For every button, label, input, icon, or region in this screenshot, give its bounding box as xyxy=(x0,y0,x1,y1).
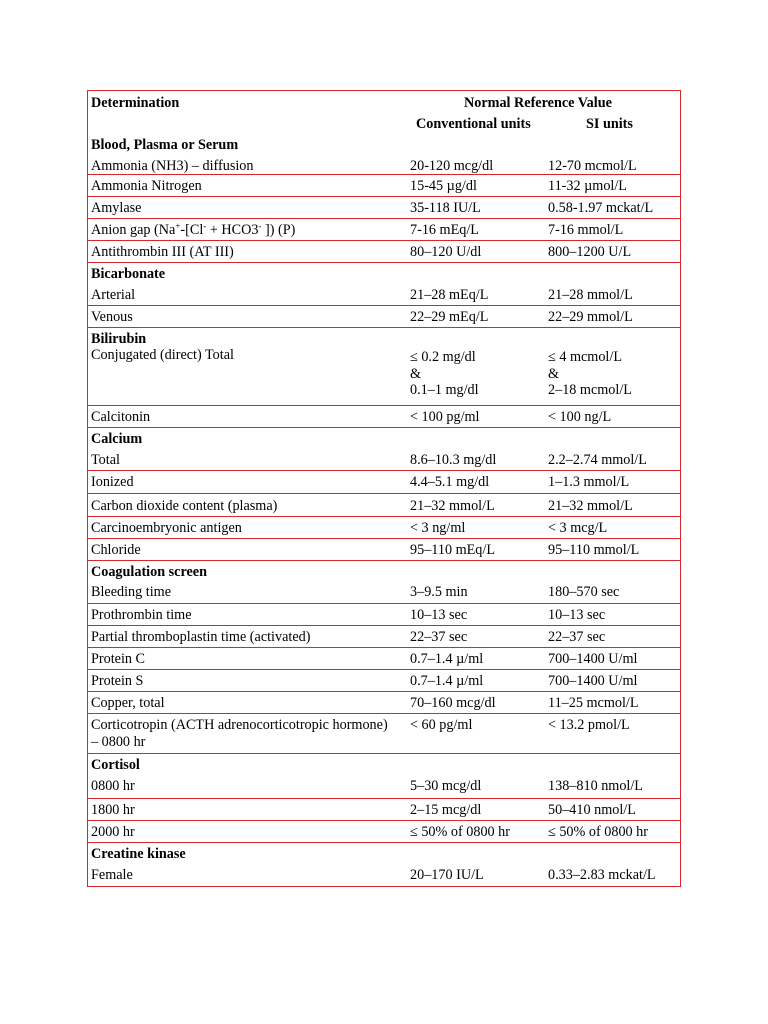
si-cell: 95–110 mmol/L xyxy=(548,542,640,558)
conventional-cell: 2–15 mcg/dl xyxy=(410,802,482,818)
conventional-cell: 35-118 IU/L xyxy=(410,200,481,216)
si-cell: 50–410 nmol/L xyxy=(548,802,636,818)
group-heading: Creatine kinase xyxy=(91,846,186,862)
table-row xyxy=(88,560,680,603)
determination-cell: 2000 hr xyxy=(91,824,135,840)
si-cell: 800–1200 U/L xyxy=(548,244,632,260)
si-units-header: SI units xyxy=(586,116,633,132)
conventional-cell: < 60 pg/ml xyxy=(410,717,473,733)
table-row xyxy=(88,603,680,625)
table-row xyxy=(88,625,680,647)
reference-values-table xyxy=(87,90,681,887)
table-row xyxy=(88,516,680,538)
table-row xyxy=(88,470,680,493)
determination-cell: Chloride xyxy=(91,542,141,558)
determination-cell: Arterial xyxy=(91,287,136,303)
conventional-cell: 10–13 sec xyxy=(410,607,468,623)
table-row xyxy=(88,647,680,669)
conventional-cell: 22–29 mEq/L xyxy=(410,309,489,325)
si-cell: 11-32 µmol/L xyxy=(548,178,627,194)
table-row xyxy=(88,427,680,470)
si-cell: 180–570 sec xyxy=(548,584,620,600)
conventional-cell: 80–120 U/dl xyxy=(410,244,482,260)
si-cell: 21–32 mmol/L xyxy=(548,498,633,514)
conventional-cell: 20-120 mcg/dl xyxy=(410,158,494,174)
si-cell: 11–25 mcmol/L xyxy=(548,695,639,711)
determination-cell: 0800 hr xyxy=(91,778,135,794)
si-cell: 700–1400 U/ml xyxy=(548,673,638,689)
table-row xyxy=(88,262,680,305)
determination-cell: Ammonia (NH3) – diffusion xyxy=(91,158,254,174)
table-header xyxy=(88,91,680,153)
group-heading: Bilirubin xyxy=(91,331,147,347)
determination-cell: Amylase xyxy=(91,200,142,216)
table-row xyxy=(88,538,680,560)
determination-cell: Partial thromboplastin time (activated) xyxy=(91,629,311,645)
determination-cell: Protein C xyxy=(91,651,145,667)
si-cell: 2.2–2.74 mmol/L xyxy=(548,452,647,468)
table-row xyxy=(88,327,680,405)
conventional-cell: 21–28 mEq/L xyxy=(410,287,489,303)
determination-cell: Copper, total xyxy=(91,695,165,711)
determination-header: Determination xyxy=(91,95,180,111)
si-cell: ≤ 4 mcmol/L & 2–18 mcmol/L xyxy=(548,349,632,398)
determination-cell: Prothrombin time xyxy=(91,607,192,623)
normal-reference-header: Normal Reference Value xyxy=(464,95,612,111)
determination-cell: Carcinoembryonic antigen xyxy=(91,520,242,536)
conventional-cell: 15-45 µg/dl xyxy=(410,178,477,194)
si-cell: 12-70 mcmol/L xyxy=(548,158,637,174)
determination-cell: Bleeding time xyxy=(91,584,171,600)
conventional-cell: 21–32 mmol/L xyxy=(410,498,495,514)
conventional-cell: 70–160 mcg/dl xyxy=(410,695,496,711)
table-row xyxy=(88,713,680,753)
conventional-cell: 3–9.5 min xyxy=(410,584,468,600)
table-row xyxy=(88,218,680,240)
si-cell: 21–28 mmol/L xyxy=(548,287,633,303)
si-cell: < 3 mcg/L xyxy=(548,520,608,536)
si-cell: < 100 ng/L xyxy=(548,409,612,425)
si-cell: 0.58-1.97 mckat/L xyxy=(548,200,654,216)
conventional-cell: 7-16 mEq/L xyxy=(410,222,479,238)
si-cell: 22–37 sec xyxy=(548,629,606,645)
determination-cell: Ammonia Nitrogen xyxy=(91,178,202,194)
determination-cell: Protein S xyxy=(91,673,144,689)
conventional-cell: 8.6–10.3 mg/dl xyxy=(410,452,497,468)
table-row xyxy=(88,842,680,886)
si-cell: 7-16 mmol/L xyxy=(548,222,624,238)
conventional-cell: 95–110 mEq/L xyxy=(410,542,495,558)
determination-cell: Conjugated (direct) Total xyxy=(91,347,234,363)
determination-cell: Calcitonin xyxy=(91,409,151,425)
table-row xyxy=(88,144,680,174)
table-row xyxy=(88,753,680,798)
conventional-cell: 5–30 mcg/dl xyxy=(410,778,482,794)
determination-cell: Venous xyxy=(91,309,133,325)
conventional-cell: 0.7–1.4 µ/ml xyxy=(410,673,484,689)
conventional-cell: ≤ 0.2 mg/dl & 0.1–1 mg/dl xyxy=(410,349,479,398)
table-row xyxy=(88,196,680,218)
determination-cell: Total xyxy=(91,452,120,468)
group-heading: Bicarbonate xyxy=(91,266,166,282)
si-cell: 22–29 mmol/L xyxy=(548,309,633,325)
determination-cell: Ionized xyxy=(91,474,134,490)
conventional-units-header: Conventional units xyxy=(416,116,531,132)
determination-cell: Carbon dioxide content (plasma) xyxy=(91,498,278,514)
conventional-cell: < 100 pg/ml xyxy=(410,409,480,425)
conventional-cell: 4.4–5.1 mg/dl xyxy=(410,474,490,490)
si-cell: 138–810 nmol/L xyxy=(548,778,643,794)
group-heading: Cortisol xyxy=(91,757,140,773)
conventional-cell: 0.7–1.4 µ/ml xyxy=(410,651,484,667)
table-row xyxy=(88,820,680,842)
si-cell: 1–1.3 mmol/L xyxy=(548,474,630,490)
si-cell: ≤ 50% of 0800 hr xyxy=(548,824,648,840)
table-row xyxy=(88,691,680,713)
determination-cell: Corticotropin (ACTH adrenocorticotropic hormone) – 0800 hr xyxy=(91,717,388,750)
table-row xyxy=(88,669,680,691)
si-cell: 700–1400 U/ml xyxy=(548,651,638,667)
table-row xyxy=(88,798,680,820)
determination-cell: Antithrombin III (AT III) xyxy=(91,244,234,260)
table-row xyxy=(88,305,680,327)
conventional-cell: ≤ 50% of 0800 hr xyxy=(410,824,510,840)
group-heading: Calcium xyxy=(91,431,143,447)
table-row xyxy=(88,174,680,196)
table-row xyxy=(88,405,680,427)
table-row xyxy=(88,240,680,262)
group-heading: Coagulation screen xyxy=(91,564,207,580)
conventional-cell: 20–170 IU/L xyxy=(410,867,484,883)
si-cell: 10–13 sec xyxy=(548,607,606,623)
table-row xyxy=(88,493,680,516)
determination-cell: Anion gap (Na+-[Cl- + HCO3- ]) (P) xyxy=(91,221,296,238)
determination-cell: 1800 hr xyxy=(91,802,135,818)
section-heading: Blood, Plasma or Serum xyxy=(91,137,239,153)
conventional-cell: 22–37 sec xyxy=(410,629,468,645)
si-cell: < 13.2 pmol/L xyxy=(548,717,630,733)
conventional-cell: < 3 ng/ml xyxy=(410,520,466,536)
determination-cell: Female xyxy=(91,867,133,883)
si-cell: 0.33–2.83 mckat/L xyxy=(548,867,656,883)
